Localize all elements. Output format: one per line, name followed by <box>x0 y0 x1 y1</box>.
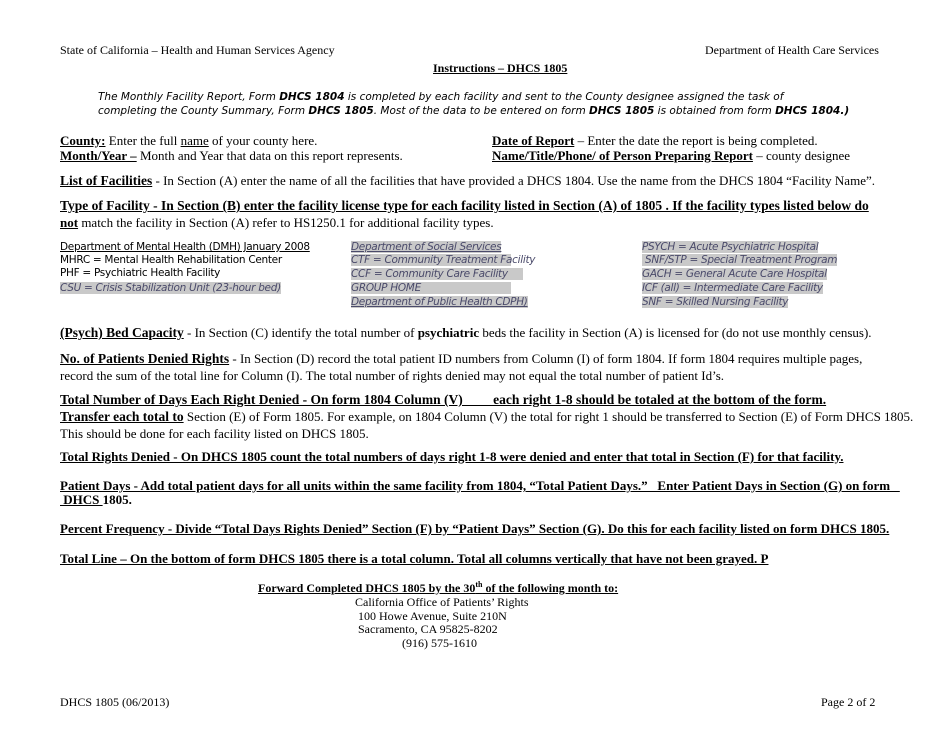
type-of-facility-line-2: not match the facility in Section (A) refer to HS1250.1 for additional facility types. <box>60 215 494 230</box>
department-header: Department of Health Care Services <box>705 43 879 57</box>
address-line-2: 100 Howe Avenue, Suite 210N <box>358 609 507 623</box>
facility-type-col2-3: GROUP HOME <box>351 282 511 294</box>
patient-days-line-1: Patient Days - Add total patient days for all units within the same facility from 1804, “Total Patient Days.” Enter Patient Days in Section (G) on form <box>60 478 900 493</box>
facility-type-col3-3: ICF (all) = Intermediate Care Facility <box>642 282 823 294</box>
days-denied-line-1: Total Number of Days Each Right Denied - On form 1804 Column (V) each right 1-8 should be totaled at the bottom of the form. <box>60 392 827 407</box>
patient-days-line-2: DHCS 1805. <box>60 492 132 507</box>
type-of-facility-line-1: Type of Facility - In Section (B) enter the facility license type for each facility listed in Section (A) of 1805 . If the facility types listed below do <box>60 198 869 213</box>
total-rights-denied: Total Rights Denied - On DHCS 1805 count the total numbers of days right 1-8 were denied and enter that total in Section (F) for that facility. <box>60 449 844 464</box>
total-line: Total Line – On the bottom of form DHCS 1805 there is a total column. Total all columns vertically that have not been grayed. P <box>60 551 769 566</box>
page-title: Instructions – DHCS 1805 <box>433 61 568 75</box>
facility-type-col3-4: SNF = Skilled Nursing Facility <box>642 296 789 308</box>
bed-capacity: (Psych) Bed Capacity - In Section (C) identify the total number of psychiatric beds the facility in Section (A) is licensed for (do not use monthly census). <box>60 325 872 340</box>
facility-type-col1-3: CSU = Crisis Stabilization Unit (23-hour bed) <box>60 282 281 294</box>
facility-type-col2-4: Department of Public Health CDPH) <box>351 296 528 308</box>
list-of-facilities: List of Facilities - In Section (A) enter the name of all the facilities that have provided a DHCS 1804. Use the name from the DHCS 1804 “Facility Name”. <box>60 173 875 188</box>
facility-type-col2-1: CTF = Community Treatment Facility <box>351 254 536 266</box>
page-number: Page 2 of 2 <box>821 695 876 709</box>
address-line-3: Sacramento, CA 95825-8202 <box>358 622 498 636</box>
facility-type-col3-0: PSYCH = Acute Psychiatric Hospital <box>642 241 819 253</box>
days-denied-line-2: Transfer each total to Section (E) of Form 1805. For example, on 1804 Column (V) the total for right 1 should be transferred to Section (E) of Form DHCS 1805. <box>60 409 914 424</box>
date-of-report-field: Date of Report – Enter the date the report is being completed. <box>492 133 818 148</box>
form-number-footer: DHCS 1805 (06/2013) <box>60 695 170 709</box>
month-year-field: Month/Year – Month and Year that data on this report represents. <box>60 148 403 163</box>
address-line-1: California Office of Patients’ Rights <box>355 595 529 609</box>
agency-header: State of California – Health and Human Services Agency <box>60 43 335 57</box>
intro-line-2: completing the County Summary, Form DHCS 1805. Most of the data to be entered on form DHCS 1805 is obtained from form DHCS 1804.) <box>98 105 850 117</box>
preparer-field: Name/Title/Phone/ of Person Preparing Report – county designee <box>492 148 851 163</box>
days-denied-line-3: This should be done for each facility listed on DHCS 1805. <box>60 426 369 441</box>
percent-frequency: Percent Frequency - Divide “Total Days Rights Denied” Section (F) by “Patient Days” Section (G). Do this for each facility listed on form DHCS 1805. <box>60 521 890 536</box>
facility-type-col1-2: PHF = Psychiatric Health Facility <box>60 267 221 279</box>
facility-type-col2-0: Department of Social Services <box>351 241 502 253</box>
facility-type-col1-1: MHRC = Mental Health Rehabilitation Center <box>60 254 282 266</box>
patients-denied-line-1: No. of Patients Denied Rights - In Section (D) record the total patient ID numbers from Column (I) of form 1804. If form 1804 requires multiple pages, <box>60 351 863 366</box>
phone-number: (916) 575-1610 <box>402 636 477 650</box>
county-field: County: Enter the full name of your county here. <box>60 133 318 148</box>
facility-type-col1-0: Department of Mental Health (DMH) January 2008 <box>60 241 310 253</box>
facility-type-col3-2: GACH = General Acute Care Hospital <box>642 268 827 280</box>
patients-denied-line-2: record the sum of the total line for Column (I). The total number of rights denied may not equal the total number of patient Id’s. <box>60 368 725 383</box>
facility-type-col2-2: CCF = Community Care Facility <box>351 268 523 280</box>
facility-type-col3-1: SNF/STP = Special Treatment Program <box>642 254 838 266</box>
intro-line-1: The Monthly Facility Report, Form DHCS 1804 is completed by each facility and sent to the County designee assigned the task of <box>98 91 784 103</box>
forward-instruction: Forward Completed DHCS 1805 by the 30th of the following month to: <box>258 580 619 595</box>
